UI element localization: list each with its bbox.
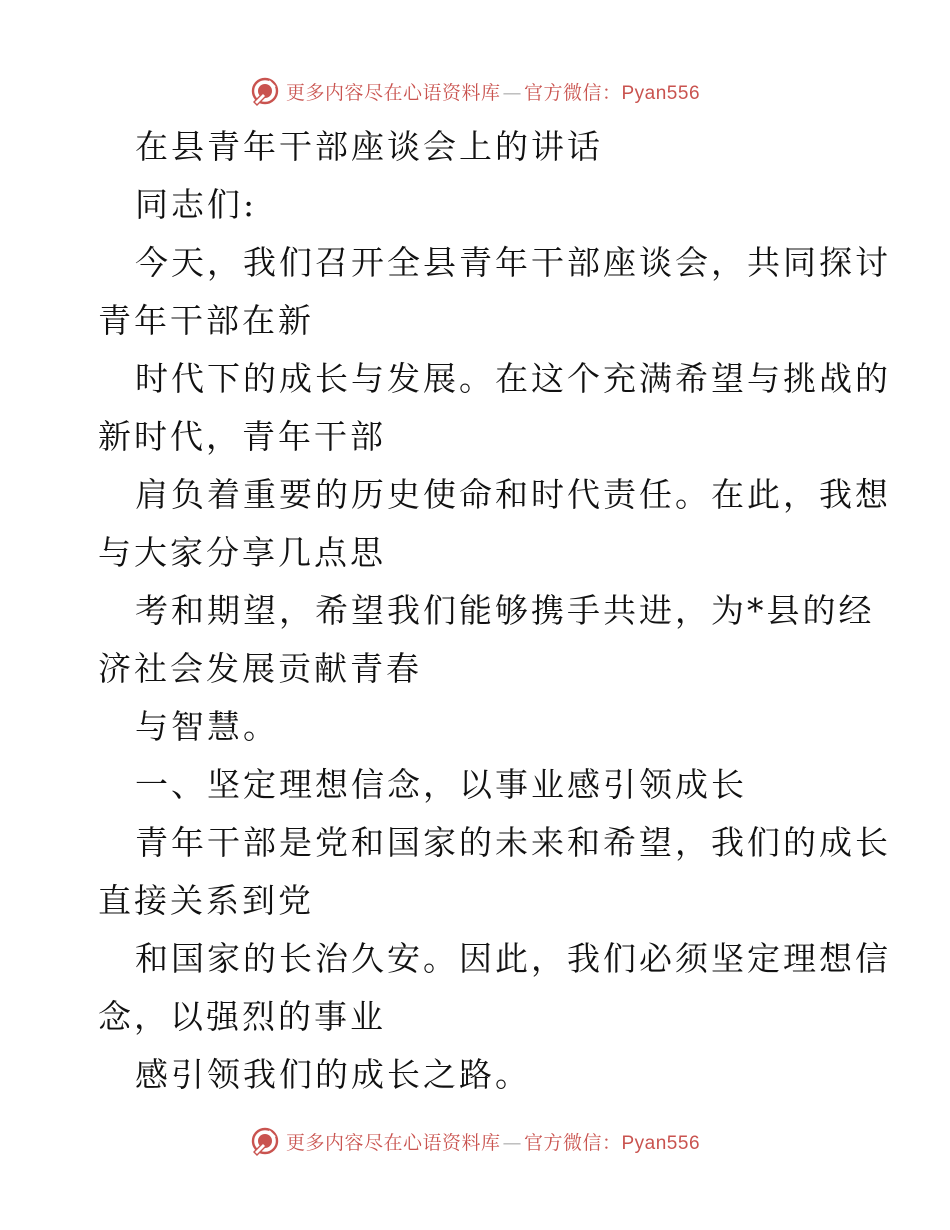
document-line: 时代下的成长与发展。在这个充满希望与挑战的 [135,359,891,398]
document-line: 今天，我们召开全县青年干部座谈会，共同探讨 [135,243,891,282]
pen-circle-logo-icon [250,1126,280,1156]
salutation: 同志们: [135,185,258,224]
watermark-brand: 更多内容尽在心语资料库 [285,1131,501,1154]
document-title: 在县青年干部座谈会上的讲话 [135,127,603,166]
document-line: 与智慧。 [135,707,279,746]
document-line: 考和期望，希望我们能够携手共进，为*县的经 [135,591,875,630]
watermark-dash: — [502,81,522,104]
document-line: 直接关系到党 [98,881,314,920]
document-line: 一、坚定理想信念，以事业感引领成长 [135,765,747,804]
watermark-wechat-id: Pyan556 [621,82,701,104]
document-line: 青年干部在新 [98,301,314,340]
watermark-wechat-id: Pyan556 [621,1132,701,1154]
document-line: 与大家分享几点思 [98,533,386,572]
watermark-label: 官方微信： [523,1131,622,1154]
watermark-label: 官方微信： [523,81,622,104]
document-line: 青年干部是党和国家的未来和希望，我们的成长 [135,823,891,862]
watermark-dash: — [502,1131,522,1154]
watermark-text [286,1128,700,1155]
document-line: 和国家的长治久安。因此，我们必须坚定理想信 [135,939,891,978]
document-line: 新时代，青年干部 [98,417,386,456]
pen-circle-logo-icon [250,76,280,106]
footer-watermark [0,1121,950,1161]
document-body [98,118,891,1104]
document-lines [98,234,891,1104]
header-watermark [0,71,950,111]
document-line: 感引领我们的成长之路。 [135,1055,531,1094]
watermark-text [286,78,700,105]
watermark-brand: 更多内容尽在心语资料库 [285,81,501,104]
document-line: 济社会发展贡献青春 [98,649,422,688]
document-line: 念，以强烈的事业 [98,997,386,1036]
document-line: 肩负着重要的历史使命和时代责任。在此，我想 [135,475,891,514]
